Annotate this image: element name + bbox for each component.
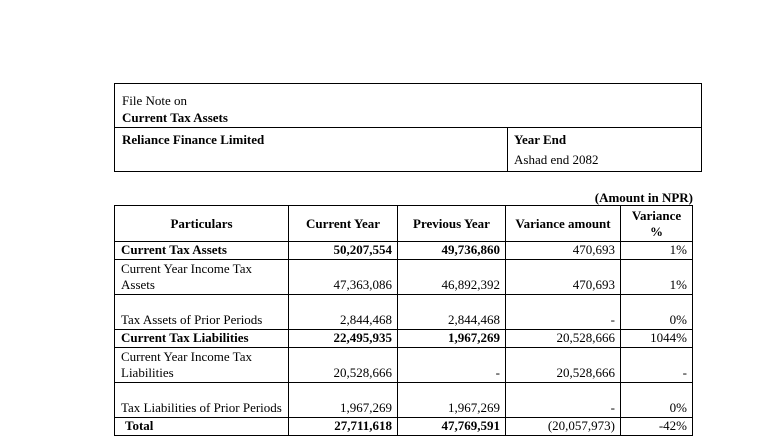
table-header-row xyxy=(115,206,693,242)
previous-year-value: 1,967,269 xyxy=(398,383,506,418)
variance-amount-value: 470,693 xyxy=(506,260,621,295)
variance-pct-value: - xyxy=(621,348,693,383)
company-name: Reliance Finance Limited xyxy=(122,132,265,147)
col-header-variance-amount: Variance amount xyxy=(506,206,621,242)
file-note-header xyxy=(114,83,702,172)
variance-amount-value: 470,693 xyxy=(506,242,621,260)
current-year-value: 50,207,554 xyxy=(289,242,398,260)
unit-note: (Amount in NPR) xyxy=(594,190,693,205)
file-note-title-block xyxy=(115,84,701,128)
variance-pct-value: 0% xyxy=(621,383,693,418)
file-note-subject: Current Tax Assets xyxy=(122,110,228,125)
row-label: Current Tax Liabilities xyxy=(115,330,289,348)
variance-amount-value: (20,057,973) xyxy=(506,418,621,436)
col-header-variance-pct: Variance % xyxy=(621,206,693,242)
table-row xyxy=(115,242,693,260)
previous-year-value: 2,844,468 xyxy=(398,295,506,330)
current-year-value: 1,967,269 xyxy=(289,383,398,418)
row-label: Current Year Income Tax Assets xyxy=(115,260,289,295)
previous-year-value: 47,769,591 xyxy=(398,418,506,436)
variance-pct-value: 0% xyxy=(621,295,693,330)
table-row xyxy=(115,330,693,348)
row-label: Tax Assets of Prior Periods xyxy=(115,295,289,330)
table-row-total xyxy=(115,418,693,436)
tax-assets-table xyxy=(114,205,693,436)
file-note-label: File Note on xyxy=(122,93,187,108)
current-year-value: 2,844,468 xyxy=(289,295,398,330)
previous-year-value: 49,736,860 xyxy=(398,242,506,260)
table-row xyxy=(115,260,693,295)
variance-pct-value: 1% xyxy=(621,242,693,260)
table-row xyxy=(115,383,693,418)
variance-amount-value: 20,528,666 xyxy=(506,348,621,383)
current-year-value: 22,495,935 xyxy=(289,330,398,348)
variance-pct-value: 1044% xyxy=(621,330,693,348)
row-label: Current Tax Assets xyxy=(115,242,289,260)
variance-amount-value: 20,528,666 xyxy=(506,330,621,348)
col-header-previous-year: Previous Year xyxy=(398,206,506,242)
col-header-particulars: Particulars xyxy=(115,206,289,242)
current-year-value: 20,528,666 xyxy=(289,348,398,383)
previous-year-value: 1,967,269 xyxy=(398,330,506,348)
header-divider xyxy=(507,128,508,171)
row-label: Total xyxy=(115,418,289,436)
previous-year-value: 46,892,392 xyxy=(398,260,506,295)
current-year-value: 27,711,618 xyxy=(289,418,398,436)
current-year-value: 47,363,086 xyxy=(289,260,398,295)
variance-amount-value: - xyxy=(506,295,621,330)
table-row xyxy=(115,295,693,330)
row-label: Current Year Income Tax Liabilities xyxy=(115,348,289,383)
variance-pct-value: 1% xyxy=(621,260,693,295)
table-row xyxy=(115,348,693,383)
row-label: Tax Liabilities of Prior Periods xyxy=(115,383,289,418)
col-header-current-year: Current Year xyxy=(289,206,398,242)
year-end-value: Ashad end 2082 xyxy=(514,152,599,167)
year-end-label: Year End xyxy=(514,132,567,147)
previous-year-value: - xyxy=(398,348,506,383)
variance-amount-value: - xyxy=(506,383,621,418)
variance-pct-value: -42% xyxy=(621,418,693,436)
